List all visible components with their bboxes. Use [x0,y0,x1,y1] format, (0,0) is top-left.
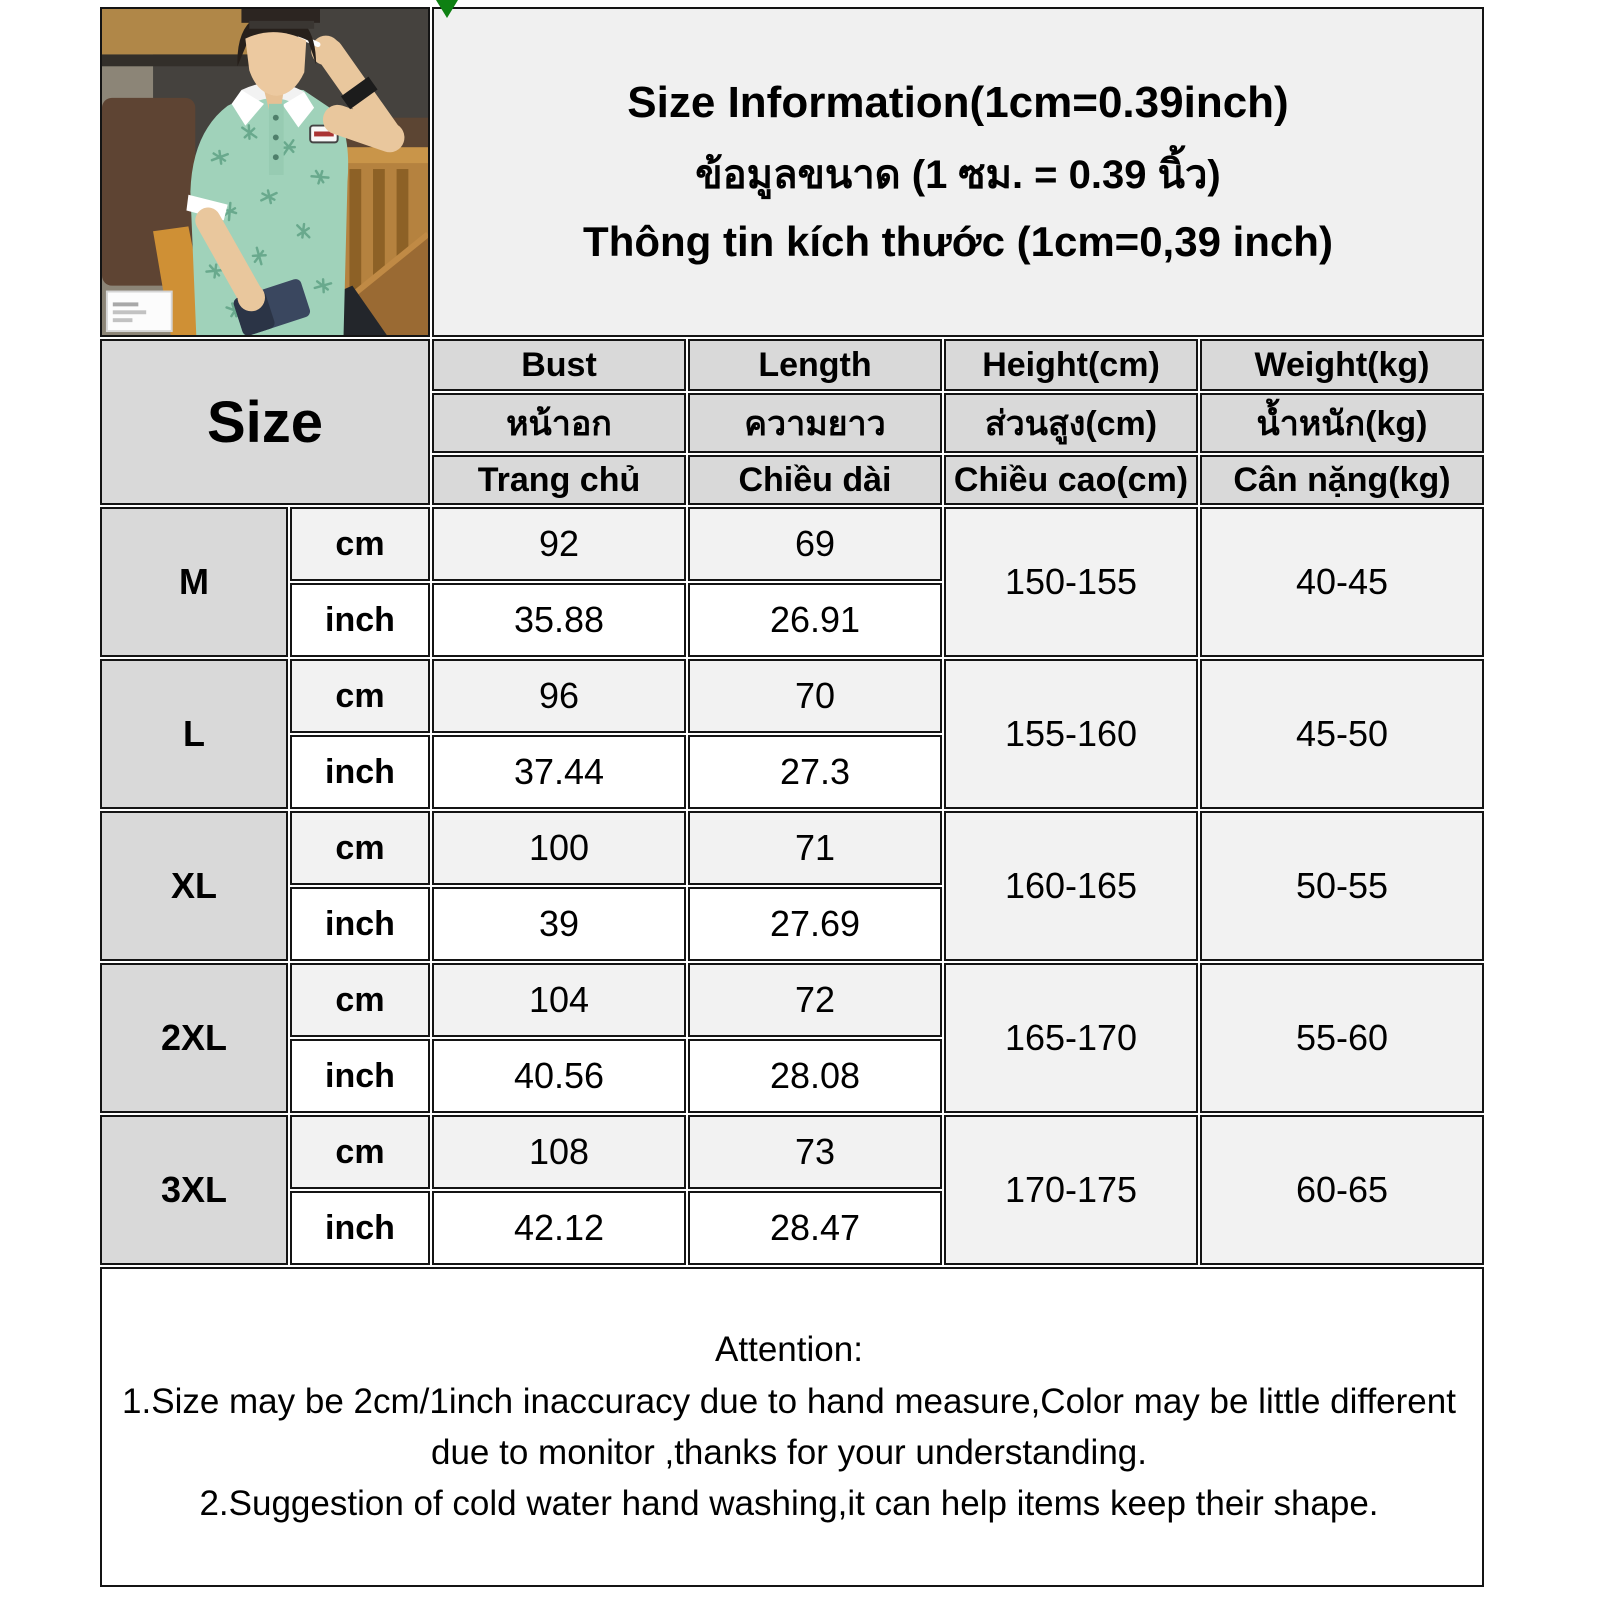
bust-cm-l: 96 [432,659,686,733]
length-inch-2xl: 28.08 [688,1039,942,1113]
attention-notes [100,1267,1484,1587]
col-header-bust-th: หน้าอก [432,393,686,453]
media-row [100,7,1484,337]
unit-label-cm: cm [290,507,430,581]
title-vietnamese: Thông tin kích thước (1cm=0,39 inch) [583,218,1333,265]
height-range-l: 155-160 [944,659,1198,809]
bust-inch-xl: 39 [432,887,686,961]
unit-label-inch: inch [290,735,430,809]
height-range-3xl: 170-175 [944,1115,1198,1265]
length-cm-m: 69 [688,507,942,581]
height-range-m: 150-155 [944,507,1198,657]
bust-cm-xl: 100 [432,811,686,885]
unit-label-inch: inch [290,1039,430,1113]
length-cm-xl: 71 [688,811,942,885]
height-range-xl: 160-165 [944,811,1198,961]
weight-range-xl: 50-55 [1200,811,1484,961]
unit-label-cm: cm [290,963,430,1037]
size-table [98,5,1486,1589]
weight-range-3xl: 60-65 [1200,1115,1484,1265]
length-cm-3xl: 73 [688,1115,942,1189]
bust-inch-3xl: 42.12 [432,1191,686,1265]
bust-cm-3xl: 108 [432,1115,686,1189]
title-english: Size Information(1cm=0.39inch) [627,78,1289,127]
col-header-height-th: ส่วนสูง(cm) [944,393,1198,453]
weight-range-l: 45-50 [1200,659,1484,809]
size-info-title-block [432,7,1484,337]
bust-inch-2xl: 40.56 [432,1039,686,1113]
col-header-weight-th: น้ำหนัก(kg) [1200,393,1484,453]
table-row-3xl-cm [100,1115,1484,1189]
length-inch-3xl: 28.47 [688,1191,942,1265]
unit-label-cm: cm [290,811,430,885]
height-range-2xl: 165-170 [944,963,1198,1113]
size-column-header: Size [100,339,430,505]
attention-note-1: 1.Size may be 2cm/1inch inaccuracy due to hand measure,Color may be little different due to monitor ,thanks for your understanding. [122,1381,1456,1472]
size-label-m: M [100,507,288,657]
bust-cm-m: 92 [432,507,686,581]
col-header-length-en: Length [688,339,942,391]
col-header-height-vi: Chiều cao(cm) [944,455,1198,505]
product-photo-illustration [102,9,428,335]
col-header-length-vi: Chiều dài [688,455,942,505]
bust-inch-l: 37.44 [432,735,686,809]
col-header-bust-vi: Trang chủ [432,455,686,505]
length-inch-m: 26.91 [688,583,942,657]
col-header-weight-en: Weight(kg) [1200,339,1484,391]
weight-range-2xl: 55-60 [1200,963,1484,1113]
size-label-xl: XL [100,811,288,961]
attention-row [100,1267,1484,1587]
unit-label-cm: cm [290,659,430,733]
unit-label-inch: inch [290,583,430,657]
table-row-m-cm [100,507,1484,581]
attention-heading: Attention: [715,1330,863,1370]
title-thai: ข้อมูลขนาด (1 ซม. = 0.39 นิ้ว) [695,153,1221,197]
length-inch-xl: 27.69 [688,887,942,961]
header-row-english [100,339,1484,391]
length-cm-2xl: 72 [688,963,942,1037]
col-header-height-en: Height(cm) [944,339,1198,391]
length-cm-l: 70 [688,659,942,733]
green-corner-marker-icon [436,0,458,18]
col-header-bust-en: Bust [432,339,686,391]
table-row-2xl-cm [100,963,1484,1037]
unit-label-cm: cm [290,1115,430,1189]
unit-label-inch: inch [290,887,430,961]
size-label-2xl: 2XL [100,963,288,1113]
size-label-l: L [100,659,288,809]
col-header-weight-vi: Cân nặng(kg) [1200,455,1484,505]
bust-inch-m: 35.88 [432,583,686,657]
bust-cm-2xl: 104 [432,963,686,1037]
length-inch-l: 27.3 [688,735,942,809]
unit-label-inch: inch [290,1191,430,1265]
weight-range-m: 40-45 [1200,507,1484,657]
col-header-length-th: ความยาว [688,393,942,453]
table-row-l-cm [100,659,1484,733]
size-label-3xl: 3XL [100,1115,288,1265]
table-row-xl-cm [100,811,1484,885]
attention-note-2: 2.Suggestion of cold water hand washing,it can help items keep their shape. [199,1484,1379,1524]
product-photo [100,7,430,337]
